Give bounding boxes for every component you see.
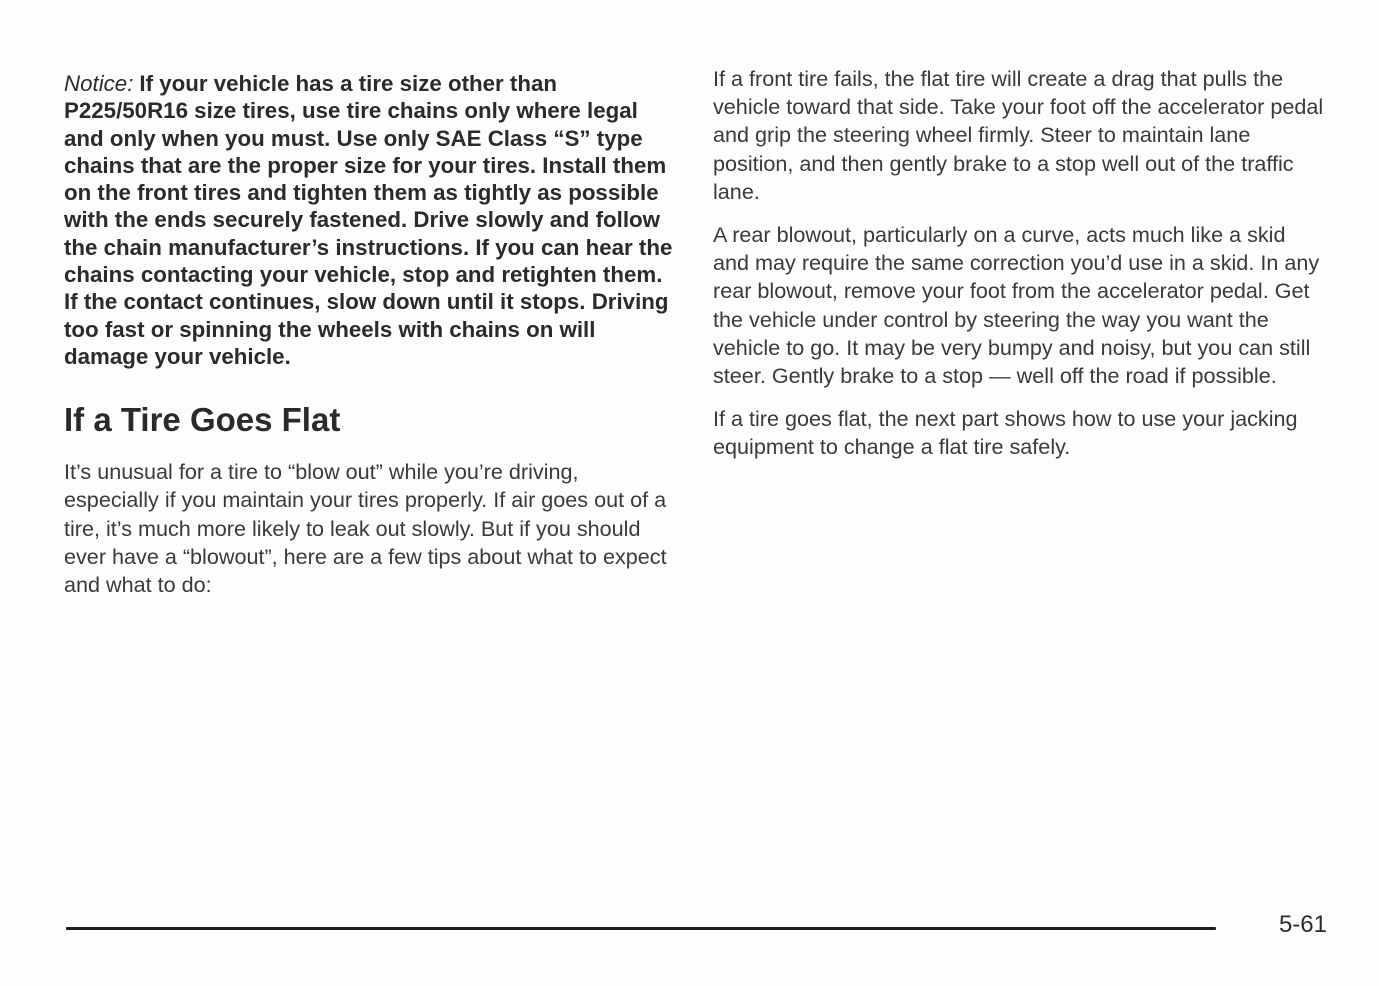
section-heading: If a Tire Goes Flat — [64, 401, 341, 439]
notice-text: If your vehicle has a tire size other than P225/50R16 size tires, use tire chains only where legal and only when you must. Use only SAE Class “S” type chains that are the proper size for your tires. Install them on the front tires and tighten them as tightly as possible with the ends securely fastened. Drive slowly and follow the chain manufacturer’s instructions. If you can hear the chains contacting your vehicle, stop and retighten them. If the contact continues, slow down until it stops. Driving too fast or spinning the wheels with chains on will damage your vehicle. — [64, 71, 673, 369]
footer-rule — [66, 927, 1216, 930]
notice-paragraph — [64, 70, 676, 370]
flat-tire-paragraph: If a tire goes flat, the next part shows how to use your jacking equipment to change a flat tire safely. — [713, 406, 1298, 460]
left-column — [64, 70, 676, 599]
notice-label: Notice: — [64, 71, 134, 96]
front-tire-paragraph: If a front tire fails, the flat tire will create a drag that pulls the vehicle toward that side. Take your foot off the accelerator pedal and grip the steering wheel firmly. Steer to maintain lane position, and then gently brake to a stop well out of the traffic lane. — [713, 66, 1324, 204]
rear-blowout-paragraph: A rear blowout, particularly on a curve, acts much like a skid and may require the same correction you’d use in a skid. In any rear blowout, remove your foot from the accelerator pedal. Get the vehicle under control by steering the way you want the vehicle to go. It may be very bumpy and noisy, but you can still steer. Gently brake to a stop — well off the road if possible. — [713, 222, 1320, 389]
right-column — [713, 65, 1325, 462]
section-intro-paragraph: It’s unusual for a tire to “blow out” while you’re driving, especially if you maintain your tires properly. If air goes out of a tire, it’s much more likely to leak out slowly. But if you should ever have a “blowout”, here are a few tips about what to expect and what to do: — [64, 459, 667, 598]
page-number: 5-61 — [1278, 911, 1327, 938]
